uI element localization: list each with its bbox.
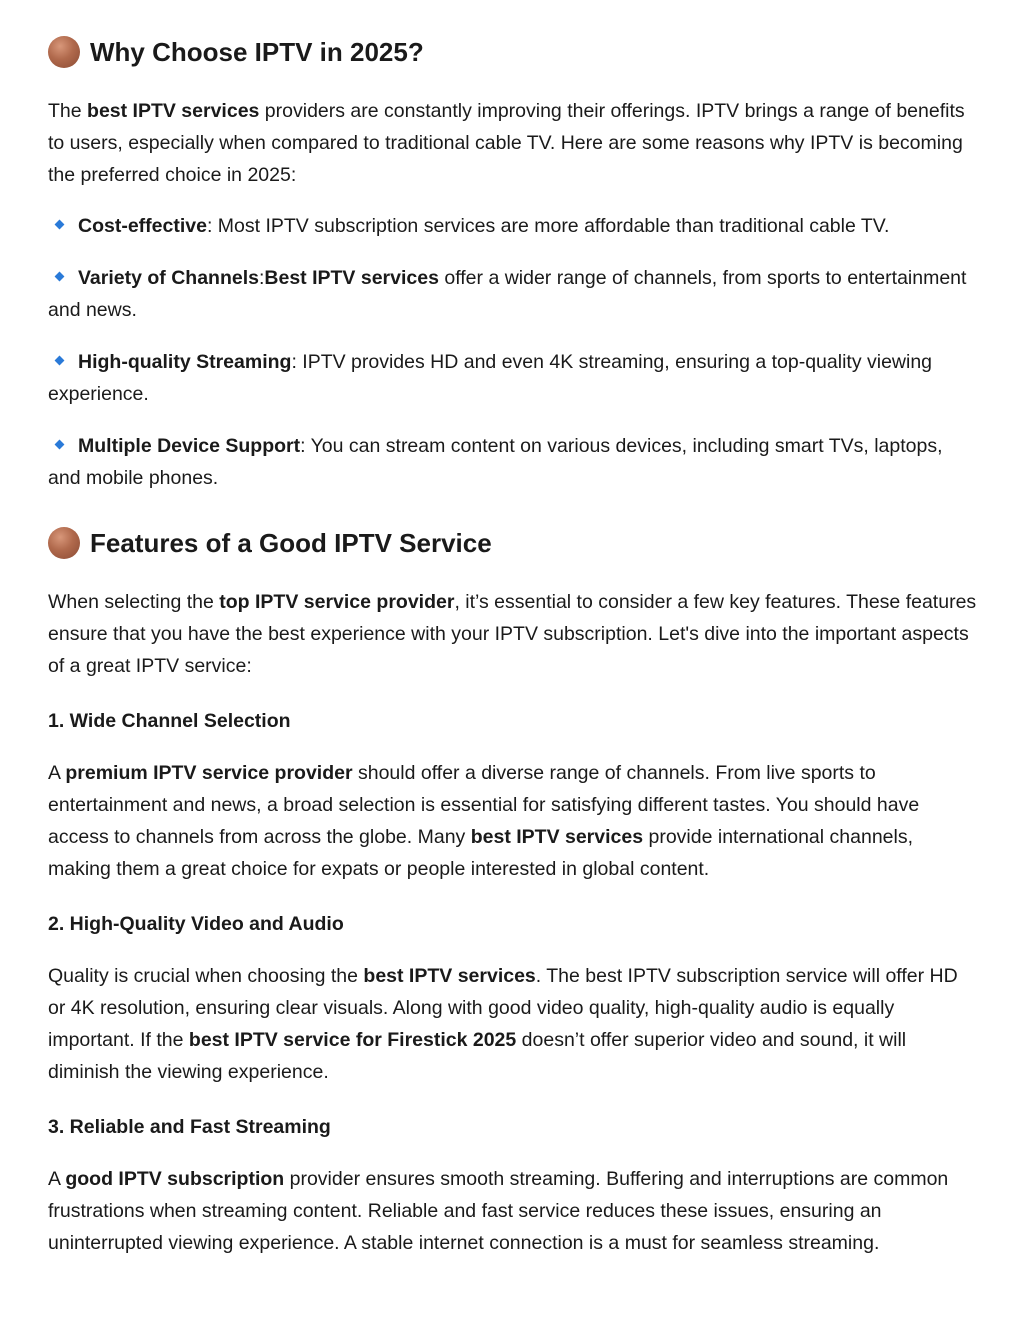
feature-paragraph-high-quality-video-audio: Quality is crucial when choosing the best IPTV services. The best IPTV subscription service will offer HD or 4K resolution, ensuring clear visuals. Along with good video quality, high-quality audio is equally important. If the best IPTV service for Firestick 2025 doesn’t offer superior video and sound, it will diminish the viewing experience.	[48, 965, 958, 1083]
section-title: Features of a Good IPTV Service	[90, 527, 492, 558]
feature-heading-wide-channel-selection: 1. Wide Channel Selection	[48, 710, 291, 732]
bullet-item-variety-of-channels: Variety of Channels:Best IPTV services offer a wider range of channels, from sports to entertainment and news.	[48, 267, 967, 321]
blue-diamond-icon	[55, 272, 65, 282]
feature-heading-reliable-fast-streaming: 3. Reliable and Fast Streaming	[48, 1116, 331, 1138]
features-intro-paragraph: When selecting the top IPTV service provider, it’s essential to consider a few key features. These features ensure that you have the best experience with your IPTV subscription. Let's dive into the important aspects of a great IPTV service:	[48, 591, 977, 677]
feature-heading-high-quality-video-audio: 2. High-Quality Video and Audio	[48, 913, 344, 935]
bullet-item-high-quality-streaming: High-quality Streaming: IPTV provides HD and even 4K streaming, ensuring a top-quality viewing experience.	[48, 351, 933, 405]
bullet-item-cost-effective: Cost-effective: Most IPTV subscription services are more affordable than traditional cable TV.	[48, 210, 978, 242]
feature-paragraph-reliable-fast-streaming: A good IPTV subscription provider ensures smooth streaming. Buffering and interruptions are common frustrations when streaming content. Reliable and fast service reduces these issues, ensuring an uninterrupted viewing experience. A stable internet connection is a must for seamless streaming.	[48, 1168, 949, 1254]
brown-circle-icon	[48, 527, 80, 559]
bullet-item-multiple-device-support: Multiple Device Support: You can stream content on various devices, including smart TVs, laptops, and mobile phones.	[48, 435, 943, 489]
section-heading-why-choose	[48, 36, 424, 68]
brown-circle-icon	[48, 36, 80, 68]
blue-diamond-icon	[55, 440, 65, 450]
intro-paragraph: The best IPTV services providers are constantly improving their offerings. IPTV brings a range of benefits to users, especially when compared to traditional cable TV. Here are some reasons why IPTV is becoming the preferred choice in 2025:	[48, 100, 965, 186]
feature-paragraph-wide-channel-selection: A premium IPTV service provider should offer a diverse range of channels. From live sports to entertainment and news, a broad selection is essential for satisfying different tastes. You should have access to channels from across the globe. Many best IPTV services provide international channels, making them a great choice for expats or people interested in global content.	[48, 762, 920, 880]
section-title: Why Choose IPTV in 2025?	[90, 36, 424, 67]
section-heading-features	[48, 527, 492, 559]
blue-diamond-icon	[55, 220, 65, 230]
blue-diamond-icon	[55, 356, 65, 366]
